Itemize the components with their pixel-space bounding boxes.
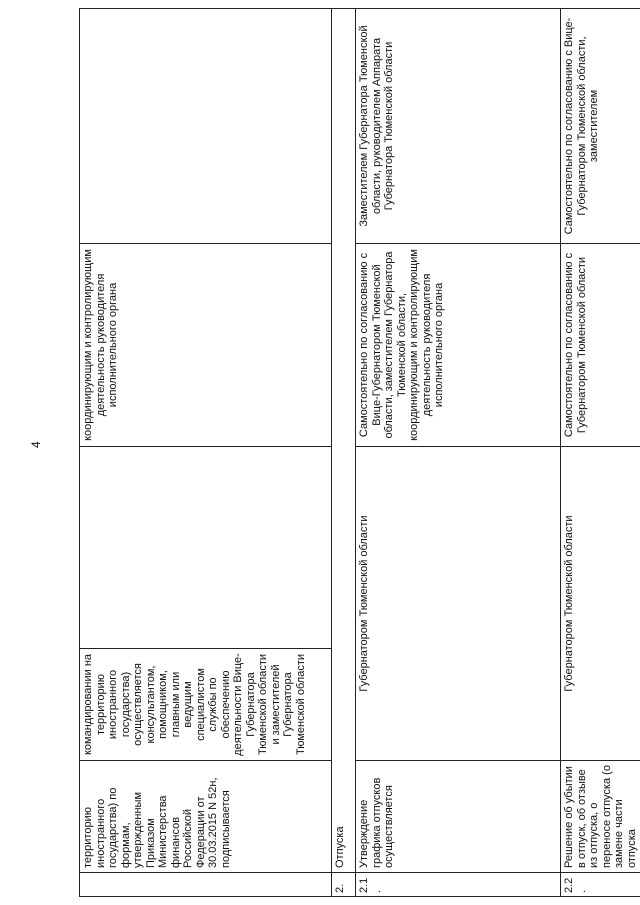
cell-2-1-governor: Губернатором Тюменской области <box>356 447 561 761</box>
cell-num-empty <box>80 873 332 897</box>
section-number: 2. <box>332 873 356 897</box>
cell-continuation-empty <box>80 447 332 649</box>
cell-continuation-responsible: командировании на территорию иностранного государства) осуществляется консультантом, помощником, главным или ведущим специалистом службы по обеспечению деятельности Вице-Губернатора Тюменской области и заместителей Губернатора Тюменской области <box>80 649 332 761</box>
cell-2-2-governor: Губернатором Тюменской области <box>561 447 640 761</box>
cell-2-1-description: Утверждение графика отпусков осуществляется <box>356 761 561 873</box>
cell-2-2-description: Решение об убытии в отпуск, об отзыве из отпуска, о переносе отпуска (о замене части отпуска <box>561 761 640 873</box>
cell-2-2-self-approval-vice: Самостоятельно по согласованию с Вице-Губернатором Тюменской области, заместителем <box>561 9 640 244</box>
page-number: 4 <box>29 441 43 448</box>
table-row-section-2 <box>332 9 356 897</box>
cell-2-1-self-approval: Самостоятельно по согласованию с Вице-Губернатором Тюменской области, заместителем Губернатора Тюменской области, координирующим и контролирующим деятельность руководителя исполнительного органа <box>356 244 561 447</box>
table-row-2-2 <box>561 9 640 897</box>
row-number: 2.2. <box>561 873 640 897</box>
cell-continuation-description: территорию иностранного государства) по формам, утвержденным Приказом Министерства финансов Российской Федерации от 30.03.2015 N 52н, подписывается <box>80 761 332 873</box>
cell-2-2-self-approval-governor: Самостоятельно по согласованию с Губернатором Тюменской области <box>561 244 640 447</box>
table-row-continuation <box>80 9 332 897</box>
cell-2-1-deputy: Заместителем Губернатора Тюменской области, руководителем Аппарата Губернатора Тюменской области <box>356 9 561 244</box>
cell-continuation-last <box>80 9 332 244</box>
table-row-2-1 <box>356 9 561 897</box>
cell-continuation-coordination: координирующим и контролирующим деятельность руководителя исполнительного органа <box>80 244 332 447</box>
row-number: 2.1. <box>356 873 561 897</box>
delegation-table <box>79 8 640 897</box>
section-title: Отпуска <box>332 9 356 873</box>
delegation-table-rotated <box>79 9 638 897</box>
